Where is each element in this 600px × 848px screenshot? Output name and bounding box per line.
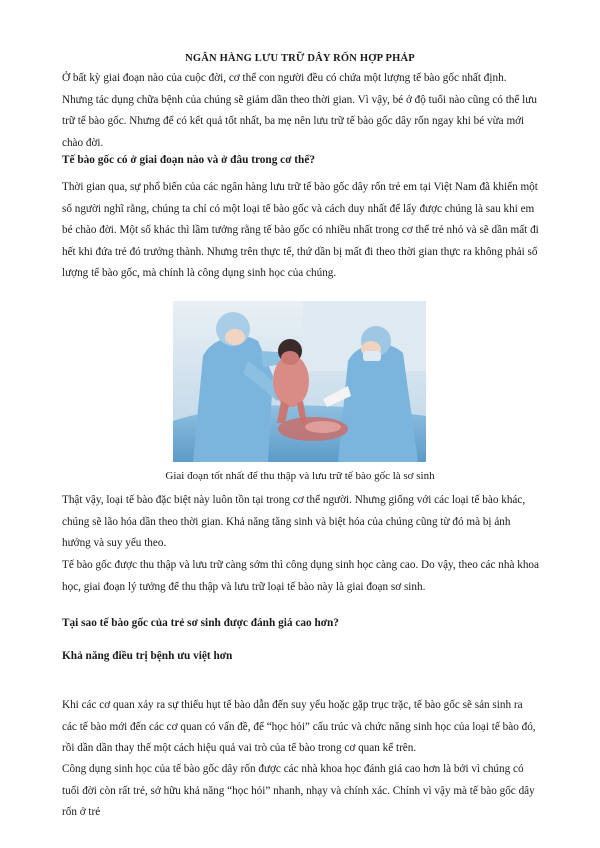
heading-block-1 [62, 154, 540, 166]
paragraph-block-5 [62, 759, 540, 824]
section-heading-1: Tế bào gốc có ở giai đoạn nào và ở đâu trong cơ thể? [62, 154, 315, 166]
paragraph-1: Thời gian qua, sự phổ biến của các ngân hàng lưu trữ tế bào gốc dây rốn trẻ em tại Việt Nam đã khiến một số người nghĩ rằng, chúng ta chỉ có một loại tế bào gốc và cách duy nhất để lấy được chúng là sau khi em bé chào đời. Một số khác thì lầm tưởng rằng tế bào gốc có nhiều nhất trong cơ thể trẻ nhỏ và sẽ dần mất đi hết khi đứa trẻ đó trưởng thành. Nhưng trên thực tế, thứ dần bị mất đi theo thời gian thực ra không phải số lượng tế bào gốc, mà chính là công dụng sinh học của chúng. [62, 181, 539, 279]
intro-paragraph: Ở bất kỳ giai đoạn nào của cuộc đời, cơ thể con người đều có chứa một lượng tế bào gốc nhất định. Nhưng tác dụng chữa bệnh của chúng sẽ giảm dần theo thời gian. Vì vậy, bé ở độ tuổi nào cũng có thể lưu trữ tế bào gốc. Nhưng để có kết quả tốt nhất, ba mẹ nên lưu trữ tế bào gốc dây rốn ngay khi bé vừa mới chào đời. [62, 72, 537, 149]
paragraph-block-3 [62, 555, 540, 598]
intro-paragraph-block [62, 68, 540, 154]
section-heading-3: Khả năng điều trị bệnh ưu việt hơn [62, 650, 233, 662]
paragraph-5: Công dụng sinh học của tế bào gốc dây rốn được các nhà khoa học đánh giá cao hơn là bởi vì chúng có tuổi đời còn rất trẻ, sở hữu khả năng “học hỏi” nhanh, nhạy và chính xác. Chính vì vậy mà tế bào gốc dây rốn ở trẻ [62, 763, 535, 818]
newborn-photo [173, 301, 426, 462]
document-title: NGÂN HÀNG LƯU TRỮ DÂY RỐN HỢP PHÁP [185, 53, 415, 64]
paragraph-3: Tế bào gốc được thu thập và lưu trữ càng sớm thì công dụng sinh học càng cao. Do vậy, theo các nhà khoa học, giai đoạn lý tưởng để thu thập và lưu trữ loại tế bào này là giai đoạn sơ sinh. [62, 559, 539, 593]
newborn-photo-illustration [173, 301, 426, 462]
paragraph-block-4 [62, 695, 540, 760]
section-heading-2: Tại sao tế bào gốc của trẻ sơ sinh được đánh giá cao hơn? [62, 617, 339, 629]
figure-caption: Giai đoạn tốt nhất để thu thập và lưu trữ tế bào gốc là sơ sinh [165, 470, 435, 482]
paragraph-block-1 [62, 177, 540, 285]
heading-block-3 [62, 650, 540, 662]
paragraph-block-2 [62, 490, 540, 555]
paragraph-4: Khi các cơ quan xảy ra sự thiếu hụt tế bào dẫn đến suy yếu hoặc gặp trục trặc, tế bào gốc sẽ sản sinh ra các tế bào mới đến các cơ quan có vấn đề, để “học hỏi” cấu trúc và chức năng sinh học của loại tế bào đó, rồi dần dần thay thế một cách hiệu quả vai trò của tế bào trong cơ quan kể trên. [62, 699, 536, 754]
heading-block-2 [62, 617, 540, 629]
paragraph-2: Thật vậy, loại tế bào đặc biệt này luôn tồn tại trong cơ thể người. Nhưng giống với các loại tế bào khác, chúng sẽ lão hóa dần theo thời gian. Khả năng tăng sinh và biệt hóa của chúng cũng từ đó mà bị ảnh hưởng và suy yếu theo. [62, 494, 526, 549]
